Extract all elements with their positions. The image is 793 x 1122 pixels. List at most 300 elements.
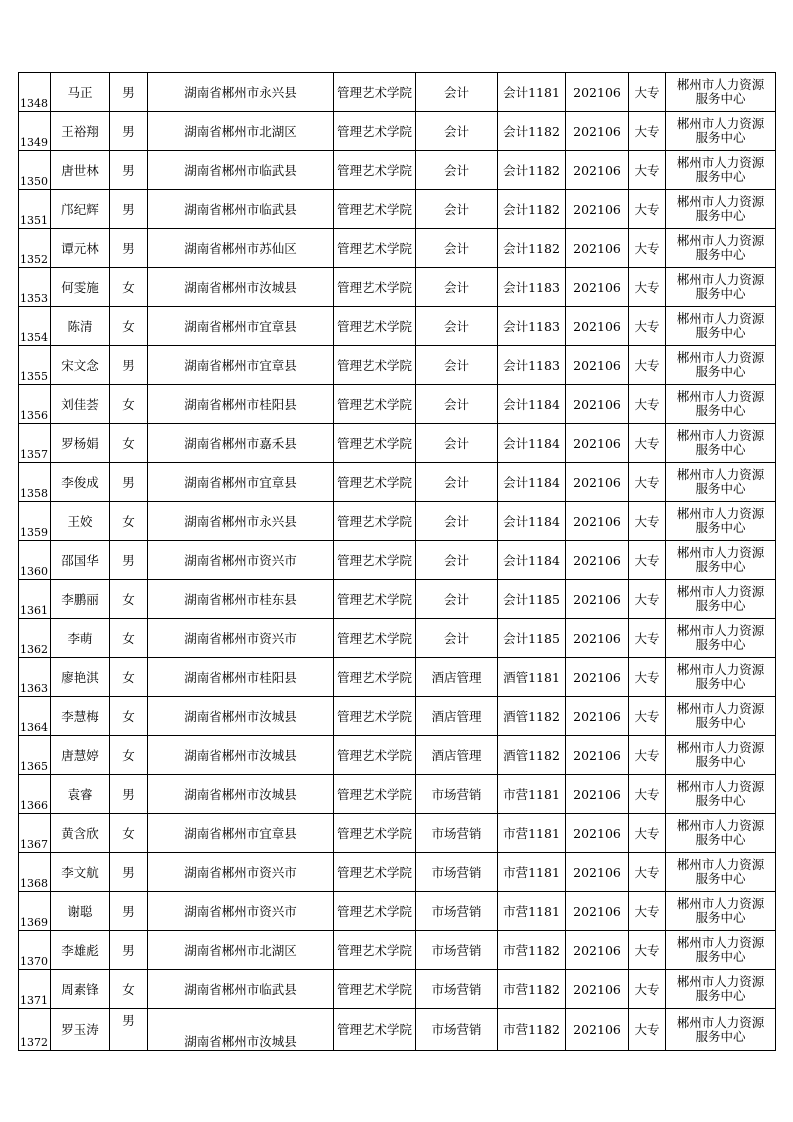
graduation-date-cell: 202106: [566, 970, 629, 1009]
college-cell: 管理艺术学院: [334, 307, 416, 346]
class-name-cell: 会计1185: [498, 580, 566, 619]
college-cell: 管理艺术学院: [334, 697, 416, 736]
home-address-cell: 湖南省郴州市资兴市: [148, 892, 334, 931]
graduation-date-cell: 202106: [566, 229, 629, 268]
archive-org-line1: 郴州市人力资源: [676, 584, 765, 599]
archive-org-line1: 郴州市人力资源: [676, 701, 765, 716]
table-row: [19, 775, 776, 814]
student-name-cell: 陈清: [51, 307, 110, 346]
college-cell: 管理艺术学院: [334, 502, 416, 541]
archive-org-line2: 服务中心: [695, 130, 746, 145]
gender-cell: 女: [110, 814, 148, 853]
education-level-cell: 大专: [629, 385, 666, 424]
graduation-date-cell: 202106: [566, 268, 629, 307]
major-cell: 会计: [416, 73, 498, 112]
education-level-cell: 大专: [629, 346, 666, 385]
home-address-cell: 湖南省郴州市嘉禾县: [148, 424, 334, 463]
home-address-cell: 湖南省郴州市资兴市: [148, 541, 334, 580]
gender-cell: 男: [110, 775, 148, 814]
row-number-cell: 1348: [19, 73, 51, 112]
class-name-cell: 会计1182: [498, 190, 566, 229]
home-address-cell: 湖南省郴州市汝城县: [148, 268, 334, 307]
row-number-cell: 1369: [19, 892, 51, 931]
archive-org-line1: 郴州市人力资源: [676, 194, 765, 209]
graduation-date-cell: 202106: [566, 931, 629, 970]
archive-org-line1: 郴州市人力资源: [676, 233, 765, 248]
graduation-date-cell: 202106: [566, 151, 629, 190]
row-number-cell: 1371: [19, 970, 51, 1009]
student-name-cell: 王裕翔: [51, 112, 110, 151]
class-name-cell: 市营1181: [498, 892, 566, 931]
archive-org-cell: [666, 541, 776, 580]
student-name-cell: 黄含欣: [51, 814, 110, 853]
education-level-cell: 大专: [629, 112, 666, 151]
college-cell: 管理艺术学院: [334, 619, 416, 658]
graduation-date-cell: 202106: [566, 853, 629, 892]
major-cell: 会计: [416, 424, 498, 463]
archive-org-line2: 服务中心: [695, 1028, 746, 1044]
graduation-date-cell: 202106: [566, 346, 629, 385]
archive-org-cell: [666, 580, 776, 619]
archive-org-line1: 郴州市人力资源: [676, 428, 765, 443]
table-row: [19, 151, 776, 190]
archive-org-line2: 服务中心: [695, 715, 746, 730]
major-cell: 市场营销: [416, 1009, 498, 1051]
class-name-cell: 会计1183: [498, 268, 566, 307]
student-name-cell: 宋文念: [51, 346, 110, 385]
table-body: [19, 73, 776, 1051]
archive-org-cell: [666, 502, 776, 541]
education-level-cell: 大专: [629, 814, 666, 853]
major-cell: 会计: [416, 268, 498, 307]
student-name-cell: 罗杨娟: [51, 424, 110, 463]
gender-cell: 女: [110, 268, 148, 307]
archive-org-cell: [666, 463, 776, 502]
education-level-cell: 大专: [629, 736, 666, 775]
home-address-cell: 湖南省郴州市桂阳县: [148, 658, 334, 697]
graduation-date-cell: 202106: [566, 775, 629, 814]
graduation-date-cell: 202106: [566, 73, 629, 112]
archive-org-cell: [666, 892, 776, 931]
table-row: [19, 697, 776, 736]
home-address-cell: 湖南省郴州市汝城县: [148, 697, 334, 736]
education-level-cell: 大专: [629, 463, 666, 502]
archive-org-line2: 服务中心: [695, 403, 746, 418]
home-address-cell: 湖南省郴州市桂东县: [148, 580, 334, 619]
student-name-cell: 袁睿: [51, 775, 110, 814]
archive-org-line2: 服务中心: [695, 442, 746, 457]
home-address-cell: 湖南省郴州市资兴市: [148, 853, 334, 892]
college-cell: 管理艺术学院: [334, 229, 416, 268]
row-number-cell: 1363: [19, 658, 51, 697]
archive-org-line2: 服务中心: [695, 637, 746, 652]
class-name-cell: 酒管1181: [498, 658, 566, 697]
gender-cell: 女: [110, 502, 148, 541]
archive-org-line1: 郴州市人力资源: [676, 350, 765, 365]
college-cell: 管理艺术学院: [334, 268, 416, 307]
archive-org-cell: [666, 775, 776, 814]
row-number-cell: 1367: [19, 814, 51, 853]
gender-cell: 女: [110, 580, 148, 619]
archive-org-line1: 郴州市人力资源: [676, 818, 765, 833]
class-name-cell: 市营1182: [498, 970, 566, 1009]
home-address-cell: 湖南省郴州市北湖区: [148, 931, 334, 970]
major-cell: 酒店管理: [416, 697, 498, 736]
archive-org-line2: 服务中心: [695, 988, 746, 1003]
table-row: [19, 853, 776, 892]
archive-org-line2: 服务中心: [695, 949, 746, 964]
archive-org-line2: 服务中心: [695, 520, 746, 535]
graduation-date-cell: 202106: [566, 1009, 629, 1051]
college-cell: 管理艺术学院: [334, 736, 416, 775]
archive-org-line2: 服务中心: [695, 169, 746, 184]
major-cell: 市场营销: [416, 775, 498, 814]
row-number-cell: 1360: [19, 541, 51, 580]
table-row: [19, 73, 776, 112]
archive-org-cell: [666, 814, 776, 853]
education-level-cell: 大专: [629, 658, 666, 697]
row-number-cell: 1358: [19, 463, 51, 502]
major-cell: 会计: [416, 541, 498, 580]
graduation-date-cell: 202106: [566, 892, 629, 931]
education-level-cell: 大专: [629, 541, 666, 580]
education-level-cell: 大专: [629, 190, 666, 229]
class-name-cell: 会计1183: [498, 307, 566, 346]
archive-org-line2: 服务中心: [695, 793, 746, 808]
graduation-date-cell: 202106: [566, 658, 629, 697]
row-number-cell: 1349: [19, 112, 51, 151]
gender-cell: 男: [110, 151, 148, 190]
table-row: [19, 541, 776, 580]
student-name-cell: 谭元林: [51, 229, 110, 268]
home-address-cell: 湖南省郴州市宜章县: [148, 814, 334, 853]
gender-cell: 女: [110, 658, 148, 697]
archive-org-line2: 服务中心: [695, 754, 746, 769]
class-name-cell: 会计1184: [498, 385, 566, 424]
class-name-cell: 市营1181: [498, 853, 566, 892]
major-cell: 酒店管理: [416, 658, 498, 697]
archive-org-line1: 郴州市人力资源: [676, 467, 765, 482]
home-address-cell: 湖南省郴州市汝城县: [148, 1009, 334, 1051]
graduation-date-cell: 202106: [566, 385, 629, 424]
archive-org-line1: 郴州市人力资源: [676, 1014, 765, 1030]
gender-cell: 男: [110, 853, 148, 892]
major-cell: 会计: [416, 190, 498, 229]
graduation-date-cell: 202106: [566, 541, 629, 580]
student-name-cell: 马正: [51, 73, 110, 112]
home-address-cell: 湖南省郴州市永兴县: [148, 73, 334, 112]
graduation-date-cell: 202106: [566, 463, 629, 502]
class-name-cell: 会计1185: [498, 619, 566, 658]
archive-org-line1: 郴州市人力资源: [676, 77, 765, 92]
education-level-cell: 大专: [629, 268, 666, 307]
major-cell: 会计: [416, 307, 498, 346]
gender-cell: 男: [110, 346, 148, 385]
college-cell: 管理艺术学院: [334, 73, 416, 112]
table-row: [19, 346, 776, 385]
class-name-cell: 会计1184: [498, 424, 566, 463]
table-row: [19, 970, 776, 1009]
archive-org-line2: 服务中心: [695, 247, 746, 262]
archive-org-line1: 郴州市人力资源: [676, 623, 765, 638]
gender-cell: 女: [110, 736, 148, 775]
archive-org-cell: [666, 970, 776, 1009]
archive-org-cell: [666, 190, 776, 229]
archive-org-cell: [666, 307, 776, 346]
archive-org-cell: [666, 697, 776, 736]
gender-cell: 女: [110, 385, 148, 424]
archive-org-cell: [666, 1009, 776, 1051]
gender-cell: 女: [110, 970, 148, 1009]
college-cell: 管理艺术学院: [334, 775, 416, 814]
archive-org-line1: 郴州市人力资源: [676, 545, 765, 560]
home-address-cell: 湖南省郴州市北湖区: [148, 112, 334, 151]
graduation-date-cell: 202106: [566, 814, 629, 853]
archive-org-line1: 郴州市人力资源: [676, 857, 765, 872]
table-row: [19, 229, 776, 268]
table-row: [19, 736, 776, 775]
row-number-cell: 1352: [19, 229, 51, 268]
home-address-cell: 湖南省郴州市资兴市: [148, 619, 334, 658]
archive-org-line1: 郴州市人力资源: [676, 740, 765, 755]
class-name-cell: 市营1182: [498, 1009, 566, 1051]
education-level-cell: 大专: [629, 580, 666, 619]
home-address-cell: 湖南省郴州市汝城县: [148, 775, 334, 814]
table-row: [19, 463, 776, 502]
table-row: [19, 619, 776, 658]
gender-cell: 女: [110, 619, 148, 658]
table-row: [19, 931, 776, 970]
major-cell: 市场营销: [416, 931, 498, 970]
student-name-cell: 罗玉涛: [51, 1009, 110, 1051]
archive-org-cell: [666, 229, 776, 268]
table-row: [19, 1009, 776, 1051]
graduation-date-cell: 202106: [566, 424, 629, 463]
class-name-cell: 会计1184: [498, 502, 566, 541]
home-address-cell: 湖南省郴州市宜章县: [148, 346, 334, 385]
education-level-cell: 大专: [629, 307, 666, 346]
college-cell: 管理艺术学院: [334, 814, 416, 853]
class-name-cell: 会计1182: [498, 229, 566, 268]
education-level-cell: 大专: [629, 424, 666, 463]
student-name-cell: 李萌: [51, 619, 110, 658]
graduation-date-cell: 202106: [566, 307, 629, 346]
row-number-cell: 1361: [19, 580, 51, 619]
college-cell: 管理艺术学院: [334, 892, 416, 931]
major-cell: 市场营销: [416, 853, 498, 892]
education-level-cell: 大专: [629, 853, 666, 892]
archive-org-cell: [666, 853, 776, 892]
roster-table: [18, 72, 776, 1051]
table-row: [19, 580, 776, 619]
archive-org-line2: 服务中心: [695, 286, 746, 301]
archive-org-cell: [666, 112, 776, 151]
gender-cell: 女: [110, 697, 148, 736]
class-name-cell: 酒管1182: [498, 697, 566, 736]
archive-org-line1: 郴州市人力资源: [676, 506, 765, 521]
archive-org-line1: 郴州市人力资源: [676, 974, 765, 989]
major-cell: 会计: [416, 580, 498, 619]
major-cell: 会计: [416, 619, 498, 658]
college-cell: 管理艺术学院: [334, 463, 416, 502]
college-cell: 管理艺术学院: [334, 541, 416, 580]
class-name-cell: 市营1182: [498, 931, 566, 970]
major-cell: 市场营销: [416, 970, 498, 1009]
student-name-cell: 邝纪辉: [51, 190, 110, 229]
archive-org-cell: [666, 931, 776, 970]
archive-org-line1: 郴州市人力资源: [676, 389, 765, 404]
archive-org-line2: 服务中心: [695, 325, 746, 340]
home-address-cell: 湖南省郴州市汝城县: [148, 736, 334, 775]
student-name-cell: 李慧梅: [51, 697, 110, 736]
home-address-cell: 湖南省郴州市桂阳县: [148, 385, 334, 424]
home-address-cell: 湖南省郴州市苏仙区: [148, 229, 334, 268]
archive-org-line2: 服务中心: [695, 364, 746, 379]
class-name-cell: 市营1181: [498, 814, 566, 853]
home-address-cell: 湖南省郴州市临武县: [148, 190, 334, 229]
college-cell: 管理艺术学院: [334, 580, 416, 619]
archive-org-line1: 郴州市人力资源: [676, 155, 765, 170]
graduation-date-cell: 202106: [566, 190, 629, 229]
student-name-cell: 周素锋: [51, 970, 110, 1009]
table-row: [19, 814, 776, 853]
row-number-cell: 1368: [19, 853, 51, 892]
archive-org-line2: 服务中心: [695, 910, 746, 925]
archive-org-cell: [666, 424, 776, 463]
gender-cell: 男: [110, 1009, 148, 1051]
gender-cell: 男: [110, 541, 148, 580]
archive-org-line1: 郴州市人力资源: [676, 311, 765, 326]
education-level-cell: 大专: [629, 619, 666, 658]
college-cell: 管理艺术学院: [334, 190, 416, 229]
major-cell: 会计: [416, 346, 498, 385]
college-cell: 管理艺术学院: [334, 346, 416, 385]
education-level-cell: 大专: [629, 73, 666, 112]
college-cell: 管理艺术学院: [334, 424, 416, 463]
archive-org-line1: 郴州市人力资源: [676, 272, 765, 287]
graduation-date-cell: 202106: [566, 112, 629, 151]
graduation-date-cell: 202106: [566, 502, 629, 541]
class-name-cell: 酒管1182: [498, 736, 566, 775]
home-address-cell: 湖南省郴州市宜章县: [148, 307, 334, 346]
gender-cell: 女: [110, 307, 148, 346]
archive-org-cell: [666, 619, 776, 658]
archive-org-line1: 郴州市人力资源: [676, 116, 765, 131]
student-name-cell: 李鹏丽: [51, 580, 110, 619]
table-row: [19, 268, 776, 307]
archive-org-cell: [666, 73, 776, 112]
student-name-cell: 王姣: [51, 502, 110, 541]
table-row: [19, 307, 776, 346]
education-level-cell: 大专: [629, 1009, 666, 1051]
education-level-cell: 大专: [629, 775, 666, 814]
table-row: [19, 658, 776, 697]
gender-cell: 男: [110, 892, 148, 931]
college-cell: 管理艺术学院: [334, 151, 416, 190]
education-level-cell: 大专: [629, 697, 666, 736]
major-cell: 会计: [416, 151, 498, 190]
major-cell: 会计: [416, 502, 498, 541]
graduation-date-cell: 202106: [566, 619, 629, 658]
archive-org-line2: 服务中心: [695, 598, 746, 613]
row-number-cell: 1353: [19, 268, 51, 307]
gender-cell: 男: [110, 73, 148, 112]
row-number-cell: 1354: [19, 307, 51, 346]
gender-cell: 女: [110, 424, 148, 463]
student-name-cell: 李俊成: [51, 463, 110, 502]
archive-org-cell: [666, 385, 776, 424]
major-cell: 市场营销: [416, 814, 498, 853]
gender-cell: 男: [110, 112, 148, 151]
graduation-date-cell: 202106: [566, 736, 629, 775]
table-row: [19, 190, 776, 229]
row-number-cell: 1359: [19, 502, 51, 541]
row-number-cell: 1364: [19, 697, 51, 736]
archive-org-line2: 服务中心: [695, 481, 746, 496]
education-level-cell: 大专: [629, 970, 666, 1009]
class-name-cell: 会计1183: [498, 346, 566, 385]
archive-org-cell: [666, 346, 776, 385]
gender-cell: 男: [110, 931, 148, 970]
archive-org-line1: 郴州市人力资源: [676, 662, 765, 677]
college-cell: 管理艺术学院: [334, 970, 416, 1009]
class-name-cell: 会计1184: [498, 541, 566, 580]
row-number-cell: 1350: [19, 151, 51, 190]
college-cell: 管理艺术学院: [334, 853, 416, 892]
row-number-cell: 1357: [19, 424, 51, 463]
gender-cell: 男: [110, 463, 148, 502]
archive-org-line2: 服务中心: [695, 91, 746, 106]
archive-org-line2: 服务中心: [695, 559, 746, 574]
table-row: [19, 892, 776, 931]
table-row: [19, 385, 776, 424]
archive-org-line1: 郴州市人力资源: [676, 779, 765, 794]
student-name-cell: 唐世林: [51, 151, 110, 190]
class-name-cell: 会计1181: [498, 73, 566, 112]
archive-org-line2: 服务中心: [695, 676, 746, 691]
student-name-cell: 谢聪: [51, 892, 110, 931]
major-cell: 酒店管理: [416, 736, 498, 775]
student-name-cell: 李文航: [51, 853, 110, 892]
student-name-cell: 唐慧婷: [51, 736, 110, 775]
archive-org-cell: [666, 151, 776, 190]
table-row: [19, 502, 776, 541]
college-cell: 管理艺术学院: [334, 658, 416, 697]
class-name-cell: 会计1184: [498, 463, 566, 502]
home-address-cell: 湖南省郴州市宜章县: [148, 463, 334, 502]
row-number-cell: 1370: [19, 931, 51, 970]
class-name-cell: 市营1181: [498, 775, 566, 814]
archive-org-cell: [666, 736, 776, 775]
home-address-cell: 湖南省郴州市临武县: [148, 151, 334, 190]
row-number-cell: 1356: [19, 385, 51, 424]
education-level-cell: 大专: [629, 502, 666, 541]
archive-org-line2: 服务中心: [695, 208, 746, 223]
student-name-cell: 刘佳荟: [51, 385, 110, 424]
home-address-cell: 湖南省郴州市永兴县: [148, 502, 334, 541]
student-name-cell: 何雯施: [51, 268, 110, 307]
graduation-date-cell: 202106: [566, 580, 629, 619]
student-name-cell: 李雄彪: [51, 931, 110, 970]
education-level-cell: 大专: [629, 892, 666, 931]
archive-org-line1: 郴州市人力资源: [676, 896, 765, 911]
class-name-cell: 会计1182: [498, 112, 566, 151]
graduation-date-cell: 202106: [566, 697, 629, 736]
college-cell: 管理艺术学院: [334, 112, 416, 151]
archive-org-cell: [666, 268, 776, 307]
row-number-cell: 1366: [19, 775, 51, 814]
row-number-cell: 1362: [19, 619, 51, 658]
